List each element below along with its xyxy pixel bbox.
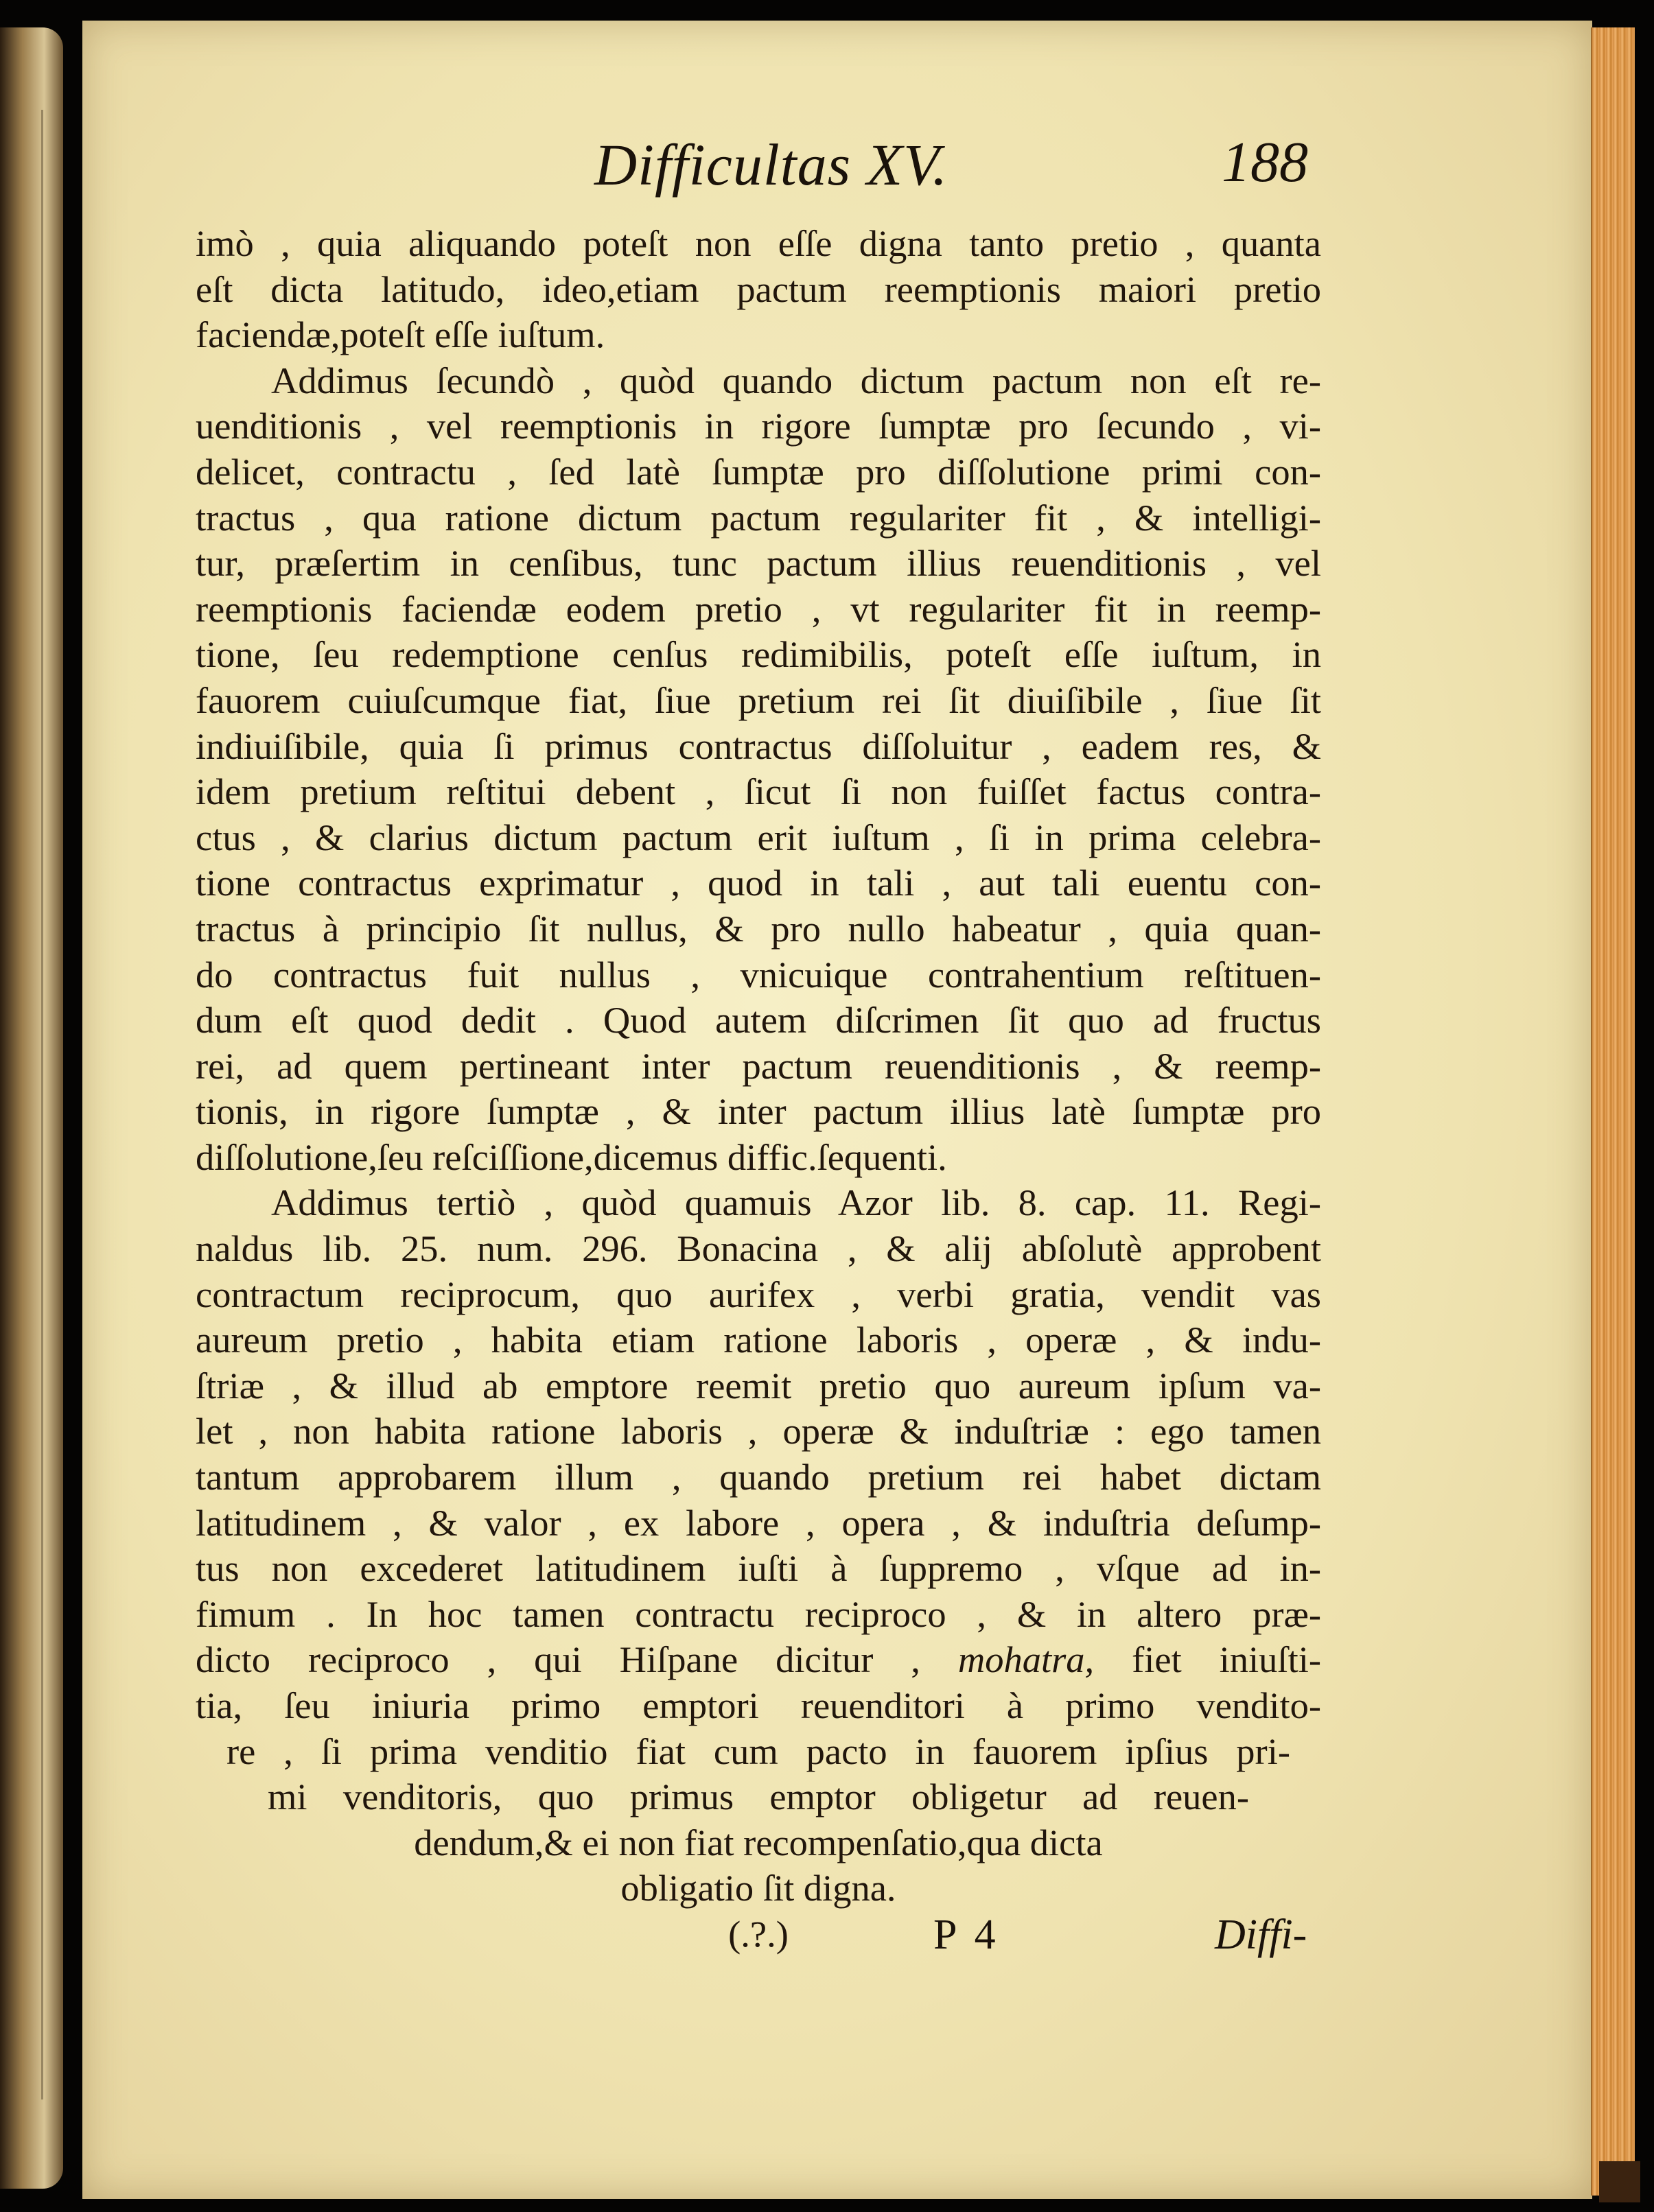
text-segment: dicto reciproco , qui Hiſpane dicitur , xyxy=(196,1638,920,1681)
body-text xyxy=(196,221,1321,1957)
text-line-with-italic xyxy=(196,1637,1321,1683)
catchword: Diffi- xyxy=(1215,1911,1307,1958)
text-line: tionis, in rigore ſumptæ , & inter pactum illius latè ſumptæ pro xyxy=(196,1090,1321,1133)
text-line: ſtriæ , & illud ab emptore reemit pretio quo aureum ipſum va- xyxy=(196,1364,1321,1407)
text-line: reemptionis faciendæ eodem pretio , vt regulariter fit in reemp- xyxy=(196,587,1321,630)
paragraph-start-line: Addimus tertiò , quòd quamuis Azor lib. 8. cap. 11. Regi- xyxy=(271,1181,1321,1224)
text-line: rei, ad quem pertineant inter pactum reuenditionis , & reemp- xyxy=(196,1044,1321,1087)
text-line: dum eſt quod dedit . Quod autem diſcrimen ſit quo ad fructus xyxy=(196,999,1321,1042)
text-line: tur, præſertim in cenſibus, tunc pactum illius reuenditionis , vel xyxy=(196,542,1321,585)
text-line: tus non excederet latitudinem iuſti à ſuppremo , vſque ad in- xyxy=(196,1547,1321,1590)
text-line: imò , quia aliquando poteſt non eſſe digna tanto pretio , quanta xyxy=(196,222,1321,264)
page-block-edge xyxy=(1591,27,1635,2196)
text-line: uenditionis , vel reemptionis in rigore ſumptæ pro ſecundo , vi- xyxy=(196,405,1321,447)
page-block-shadow xyxy=(1599,2161,1640,2202)
text-line: obligatio ſit digna. xyxy=(620,1867,896,1909)
text-line: tia, ſeu iniuria primo emptori reuenditori à primo vendito- xyxy=(196,1684,1321,1726)
ornament-mark: (.?.) xyxy=(728,1912,789,1955)
text-line: re , ſi prima venditio fiat cum pacto in fauorem ipſius pri- xyxy=(226,1730,1290,1772)
text-line: tione contractus exprimatur , quod in tali , aut tali euentu con- xyxy=(196,862,1321,904)
paragraph-start-line: Addimus ſecundò , quòd quando dictum pactum non eſt re- xyxy=(271,359,1321,401)
text-line: do contractus fuit nullus , vnicuique contrahentium reſtituen- xyxy=(196,953,1321,996)
text-line: fimum . In hoc tamen contractu reciproco , & in altero præ- xyxy=(196,1592,1321,1635)
text-line: latitudinem , & valor , ex labore , opera , & induſtria deſump- xyxy=(196,1501,1321,1544)
text-line: fauorem cuiuſcumque fiat, ſiue pretium rei ſit diuiſibile , ſiue ſit xyxy=(196,679,1321,721)
text-line: tione, ſeu redemptione cenſus redimibilis, poteſt eſſe iuſtum, in xyxy=(196,633,1321,676)
text-line: faciendæ,poteſt eſſe iuſtum. xyxy=(196,314,605,356)
facing-page-gutter xyxy=(14,110,43,2099)
text-line: tantum approbarem illum , quando pretium rei habet dictam xyxy=(196,1456,1321,1498)
text-line: indiuiſibile, quia ſi primus contractus diſſoluitur , eadem res, & xyxy=(196,725,1321,767)
text-line: tractus à principio ſit nullus, & pro nullo habeatur , quia quan- xyxy=(196,907,1321,950)
text-line: idem pretium reſtitui debent , ſicut ſi non fuiſſet factus contra- xyxy=(196,770,1321,813)
text-line: naldus lib. 25. num. 296. Bonacina , & alij abſolutè approbent xyxy=(196,1227,1321,1270)
text-line: ctus , & clarius dictum pactum erit iuſtum , ſi in prima celebra- xyxy=(196,816,1321,858)
italic-word: mohatra, xyxy=(957,1638,1095,1681)
text-line: delicet, contractu , ſed latè ſumptæ pro diſſolutione primi con- xyxy=(196,450,1321,493)
text-line: diſſolutione,ſeu reſciſſione,dicemus diffic.ſequenti. xyxy=(196,1136,947,1178)
page-number: 188 xyxy=(1222,130,1308,194)
text-line: let , non habita ratione laboris , operæ & induſtriæ : ego tamen xyxy=(196,1410,1321,1452)
signature-mark: P 4 xyxy=(933,1911,1000,1958)
text-line: mi venditoris, quo primus emptor obligetur ad reuen- xyxy=(268,1776,1249,1818)
text-line: tractus , qua ratione dictum pactum regulariter fit , & intelligi- xyxy=(196,496,1321,539)
text-line: contractum reciprocum, quo aurifex , verbi gratia, vendit vas xyxy=(196,1273,1321,1315)
facing-page-edge xyxy=(0,27,63,2189)
text-segment: fiet iniuſti- xyxy=(1132,1638,1322,1681)
running-head: Difficultas XV. xyxy=(594,132,948,198)
text-line: dendum,& ei non fiat recompenſatio,qua dicta xyxy=(414,1821,1103,1863)
text-line: aureum pretio , habita etiam ratione laboris , operæ , & indu- xyxy=(196,1319,1321,1361)
text-line: eſt dicta latitudo, ideo,etiam pactum reemptionis maiori pretio xyxy=(196,268,1321,310)
